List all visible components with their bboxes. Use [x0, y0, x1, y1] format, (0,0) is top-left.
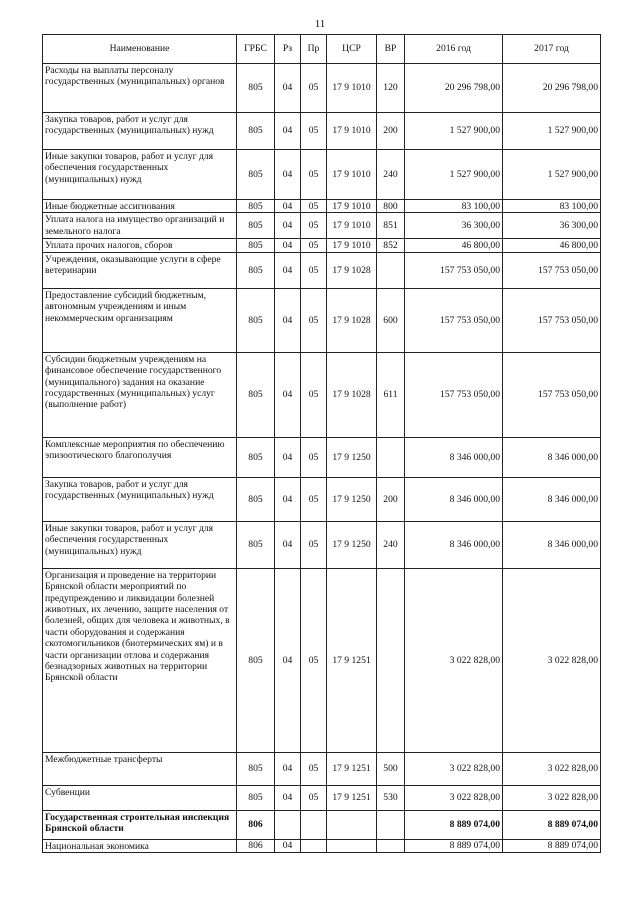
row-rz: 04	[275, 64, 301, 113]
row-rz: 04	[275, 288, 301, 352]
row-grbs: 805	[237, 521, 275, 568]
row-rz: 04	[275, 752, 301, 785]
row-rz: 04	[275, 785, 301, 810]
row-name: Межбюджетные трансферты	[43, 752, 237, 785]
row-grbs: 805	[237, 150, 275, 200]
row-amount-2016: 20 296 798,00	[405, 64, 503, 113]
row-vr	[377, 810, 405, 839]
row-pr: 05	[301, 568, 327, 752]
row-name: Субсидии бюджетным учреждениям на финансовое обеспечение государственного (муниципального) задания на оказание государственных (муниципальных) услуг (выполнение работ)	[43, 352, 237, 437]
row-amount-2017: 3 022 828,00	[503, 568, 601, 752]
budget-table	[42, 34, 601, 853]
row-grbs: 805	[237, 477, 275, 521]
row-rz: 04	[275, 568, 301, 752]
row-amount-2017: 8 346 000,00	[503, 521, 601, 568]
row-amount-2016: 157 753 050,00	[405, 252, 503, 288]
row-vr: 851	[377, 213, 405, 239]
table-row	[43, 288, 601, 352]
row-amount-2016: 1 527 900,00	[405, 150, 503, 200]
row-amount-2017: 3 022 828,00	[503, 785, 601, 810]
header-2017: 2017 год	[503, 35, 601, 64]
row-amount-2017: 157 753 050,00	[503, 288, 601, 352]
row-csr: 17 9 1010	[327, 150, 377, 200]
row-vr: 530	[377, 785, 405, 810]
row-amount-2016: 8 346 000,00	[405, 521, 503, 568]
row-csr: 17 9 1250	[327, 477, 377, 521]
row-grbs: 805	[237, 437, 275, 477]
row-grbs: 805	[237, 213, 275, 239]
row-pr: 05	[301, 752, 327, 785]
table-row	[43, 352, 601, 437]
table-row	[43, 213, 601, 239]
row-vr: 600	[377, 288, 405, 352]
row-vr: 200	[377, 113, 405, 150]
row-amount-2017: 20 296 798,00	[503, 64, 601, 113]
row-csr: 17 9 1028	[327, 352, 377, 437]
row-name: Организация и проведение на территории Брянской области мероприятий по предупреждению и ликвидации болезней животных, их лечению, защите населения от болезней, общих для человека и животных, в части оборудования и содержания скотомогильников (биотермических ям) и в части организации отлова и содержания безнадзорных животных на территории Брянской области	[43, 568, 237, 752]
table-row	[43, 477, 601, 521]
table-row	[43, 810, 601, 839]
row-csr: 17 9 1010	[327, 64, 377, 113]
row-amount-2017: 8 346 000,00	[503, 437, 601, 477]
table-row	[43, 64, 601, 113]
row-name: Закупка товаров, работ и услуг для государственных (муниципальных) нужд	[43, 113, 237, 150]
row-pr: 05	[301, 64, 327, 113]
row-csr	[327, 839, 377, 852]
row-amount-2017: 1 527 900,00	[503, 113, 601, 150]
row-csr	[327, 810, 377, 839]
row-rz: 04	[275, 252, 301, 288]
row-amount-2016: 157 753 050,00	[405, 352, 503, 437]
row-vr: 240	[377, 521, 405, 568]
row-amount-2016: 3 022 828,00	[405, 785, 503, 810]
row-csr: 17 9 1010	[327, 113, 377, 150]
row-grbs: 805	[237, 352, 275, 437]
row-pr: 05	[301, 113, 327, 150]
row-pr: 05	[301, 437, 327, 477]
row-grbs: 805	[237, 113, 275, 150]
row-grbs: 806	[237, 810, 275, 839]
header-pr: Пр	[301, 35, 327, 64]
row-rz: 04	[275, 213, 301, 239]
row-amount-2016: 8 346 000,00	[405, 437, 503, 477]
row-csr: 17 9 1250	[327, 521, 377, 568]
row-amount-2016: 83 100,00	[405, 200, 503, 213]
row-csr: 17 9 1028	[327, 288, 377, 352]
row-amount-2016: 36 300,00	[405, 213, 503, 239]
table-row	[43, 568, 601, 752]
table-row	[43, 150, 601, 200]
row-rz: 04	[275, 113, 301, 150]
table-row	[43, 239, 601, 252]
table-row	[43, 785, 601, 810]
row-amount-2016: 1 527 900,00	[405, 113, 503, 150]
row-pr	[301, 839, 327, 852]
row-name: Закупка товаров, работ и услуг для государственных (муниципальных) нужд	[43, 477, 237, 521]
row-amount-2017: 83 100,00	[503, 200, 601, 213]
header-grbs: ГРБС	[237, 35, 275, 64]
row-name: Уплата прочих налогов, сборов	[43, 239, 237, 252]
row-csr: 17 9 1251	[327, 785, 377, 810]
table-row	[43, 752, 601, 785]
row-amount-2016: 8 346 000,00	[405, 477, 503, 521]
row-csr: 17 9 1010	[327, 239, 377, 252]
row-pr: 05	[301, 239, 327, 252]
row-name: Государственная строительная инспекция Брянской области	[43, 810, 237, 839]
row-amount-2017: 8 346 000,00	[503, 477, 601, 521]
row-vr	[377, 252, 405, 288]
row-amount-2017: 36 300,00	[503, 213, 601, 239]
row-grbs: 805	[237, 239, 275, 252]
table-row	[43, 437, 601, 477]
row-vr: 852	[377, 239, 405, 252]
row-grbs: 805	[237, 568, 275, 752]
row-amount-2017: 157 753 050,00	[503, 252, 601, 288]
row-rz: 04	[275, 839, 301, 852]
row-pr: 05	[301, 477, 327, 521]
row-vr: 200	[377, 477, 405, 521]
table-row	[43, 839, 601, 852]
table-row	[43, 113, 601, 150]
row-pr: 05	[301, 252, 327, 288]
header-2016: 2016 год	[405, 35, 503, 64]
row-vr: 240	[377, 150, 405, 200]
row-vr: 800	[377, 200, 405, 213]
row-rz: 04	[275, 477, 301, 521]
table-row	[43, 521, 601, 568]
row-rz: 04	[275, 239, 301, 252]
row-pr: 05	[301, 352, 327, 437]
row-amount-2017: 3 022 828,00	[503, 752, 601, 785]
row-rz: 04	[275, 521, 301, 568]
row-name: Субвенции	[43, 785, 237, 810]
row-rz	[275, 810, 301, 839]
row-grbs: 805	[237, 200, 275, 213]
row-vr: 500	[377, 752, 405, 785]
table-header-row	[43, 35, 601, 64]
row-amount-2017: 157 753 050,00	[503, 352, 601, 437]
row-grbs: 805	[237, 752, 275, 785]
row-pr: 05	[301, 288, 327, 352]
row-vr	[377, 437, 405, 477]
row-amount-2016: 8 889 074,00	[405, 810, 503, 839]
row-grbs: 805	[237, 785, 275, 810]
row-amount-2016: 157 753 050,00	[405, 288, 503, 352]
row-vr	[377, 839, 405, 852]
row-amount-2016: 8 889 074,00	[405, 839, 503, 852]
table-row	[43, 252, 601, 288]
row-name: Иные закупки товаров, работ и услуг для обеспечения государственных (муниципальных) нужд	[43, 150, 237, 200]
row-name: Расходы на выплаты персоналу государственных (муниципальных) органов	[43, 64, 237, 113]
row-name: Предоставление субсидий бюджетным, автономным учреждениям и иным некоммерческим организациям	[43, 288, 237, 352]
row-rz: 04	[275, 150, 301, 200]
header-csr: ЦСР	[327, 35, 377, 64]
row-amount-2017: 1 527 900,00	[503, 150, 601, 200]
row-amount-2016: 3 022 828,00	[405, 568, 503, 752]
row-csr: 17 9 1010	[327, 200, 377, 213]
row-pr: 05	[301, 521, 327, 568]
table-row	[43, 200, 601, 213]
row-amount-2017: 8 889 074,00	[503, 810, 601, 839]
row-grbs: 805	[237, 64, 275, 113]
row-name: Комплексные мероприятия по обеспечению эпизоотического благополучия	[43, 437, 237, 477]
row-csr: 17 9 1010	[327, 213, 377, 239]
row-rz: 04	[275, 352, 301, 437]
row-grbs: 805	[237, 288, 275, 352]
row-name: Учреждения, оказывающие услуги в сфере ветеринарии	[43, 252, 237, 288]
page-number: 11	[314, 18, 326, 30]
header-rz: Рз	[275, 35, 301, 64]
row-vr: 611	[377, 352, 405, 437]
row-grbs: 806	[237, 839, 275, 852]
row-pr: 05	[301, 213, 327, 239]
row-amount-2017: 46 800,00	[503, 239, 601, 252]
row-amount-2016: 3 022 828,00	[405, 752, 503, 785]
header-name: Наименование	[43, 35, 237, 64]
row-vr: 120	[377, 64, 405, 113]
row-vr	[377, 568, 405, 752]
row-grbs: 805	[237, 252, 275, 288]
row-csr: 17 9 1251	[327, 568, 377, 752]
row-csr: 17 9 1250	[327, 437, 377, 477]
row-pr: 05	[301, 785, 327, 810]
row-name: Иные бюджетные ассигнования	[43, 200, 237, 213]
row-pr: 05	[301, 150, 327, 200]
row-rz: 04	[275, 437, 301, 477]
row-name: Иные закупки товаров, работ и услуг для обеспечения государственных (муниципальных) нужд	[43, 521, 237, 568]
row-amount-2016: 46 800,00	[405, 239, 503, 252]
row-csr: 17 9 1251	[327, 752, 377, 785]
row-amount-2017: 8 889 074,00	[503, 839, 601, 852]
header-vr: ВР	[377, 35, 405, 64]
row-rz: 04	[275, 200, 301, 213]
row-name: Национальная экономика	[43, 839, 237, 852]
row-csr: 17 9 1028	[327, 252, 377, 288]
row-pr: 05	[301, 200, 327, 213]
row-name: Уплата налога на имущество организаций и земельного налога	[43, 213, 237, 239]
row-pr	[301, 810, 327, 839]
